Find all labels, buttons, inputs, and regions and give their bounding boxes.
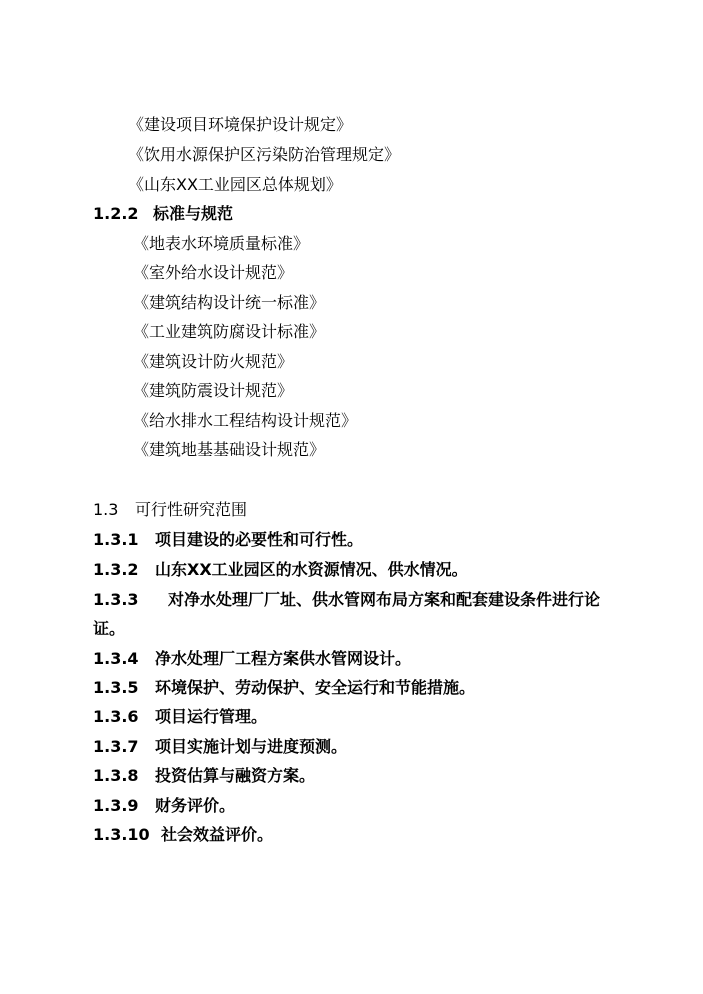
reference-line: 《饮用水源保护区污染防治管理规定》	[128, 145, 401, 164]
item-number: 1.3.4	[93, 649, 139, 668]
item-text: 证。	[93, 619, 126, 638]
scope-item	[93, 590, 600, 610]
standard-item: 《建筑设计防火规范》	[133, 352, 294, 371]
reference-line: 《建设项目环境保护设计规定》	[128, 115, 353, 134]
item-number: 1.3.10	[93, 825, 150, 844]
item-text: 环境保护、劳动保护、安全运行和节能措施。	[155, 678, 476, 697]
item-text: 山东XX工业园区的水资源情况、供水情况。	[155, 560, 468, 579]
item-text: 对净水处理厂厂址、供水管网布局方案和配套建设条件进行论	[168, 590, 601, 609]
reference-line: 《山东XX工业园区总体规划》	[128, 175, 342, 194]
scope-item	[93, 560, 468, 580]
item-text: 财务评价。	[155, 796, 236, 815]
scope-item	[93, 825, 273, 845]
item-text: 投资估算与融资方案。	[155, 766, 316, 785]
standard-item: 《给水排水工程结构设计规范》	[133, 411, 358, 430]
standard-item: 《地表水环境质量标准》	[133, 234, 310, 253]
section-title: 标准与规范	[153, 204, 234, 223]
scope-item	[93, 649, 411, 669]
item-number: 1.3.1	[93, 530, 139, 549]
scope-item-continuation	[93, 619, 125, 639]
item-number: 1.3.7	[93, 737, 139, 756]
section-heading-1-3	[93, 500, 247, 520]
scope-item	[93, 530, 363, 550]
standard-item: 《建筑防震设计规范》	[133, 381, 294, 400]
scope-item	[93, 678, 475, 698]
section-heading-1-2-2	[93, 204, 233, 224]
scope-item	[93, 737, 347, 757]
item-number: 1.3.9	[93, 796, 139, 815]
item-text: 社会效益评价。	[161, 825, 274, 844]
section-number: 1.2.2	[93, 204, 139, 223]
standard-item: 《工业建筑防腐设计标准》	[133, 322, 326, 341]
standard-item: 《建筑结构设计统一标准》	[133, 293, 326, 312]
item-number: 1.3.6	[93, 707, 139, 726]
item-number: 1.3.2	[93, 560, 139, 579]
scope-item	[93, 796, 235, 816]
standard-item: 《建筑地基基础设计规范》	[133, 440, 326, 459]
item-text: 项目建设的必要性和可行性。	[155, 530, 364, 549]
standard-item: 《室外给水设计规范》	[133, 263, 294, 282]
scope-item	[93, 766, 315, 786]
item-number: 1.3.8	[93, 766, 139, 785]
item-text: 净水处理厂工程方案供水管网设计。	[155, 649, 412, 668]
item-number: 1.3.5	[93, 678, 139, 697]
item-text: 项目运行管理。	[155, 707, 268, 726]
scope-item	[93, 707, 267, 727]
section-title: 可行性研究范围	[135, 500, 248, 519]
item-number: 1.3.3	[93, 590, 139, 609]
section-number: 1.3	[93, 500, 119, 519]
item-text: 项目实施计划与进度预测。	[155, 737, 348, 756]
